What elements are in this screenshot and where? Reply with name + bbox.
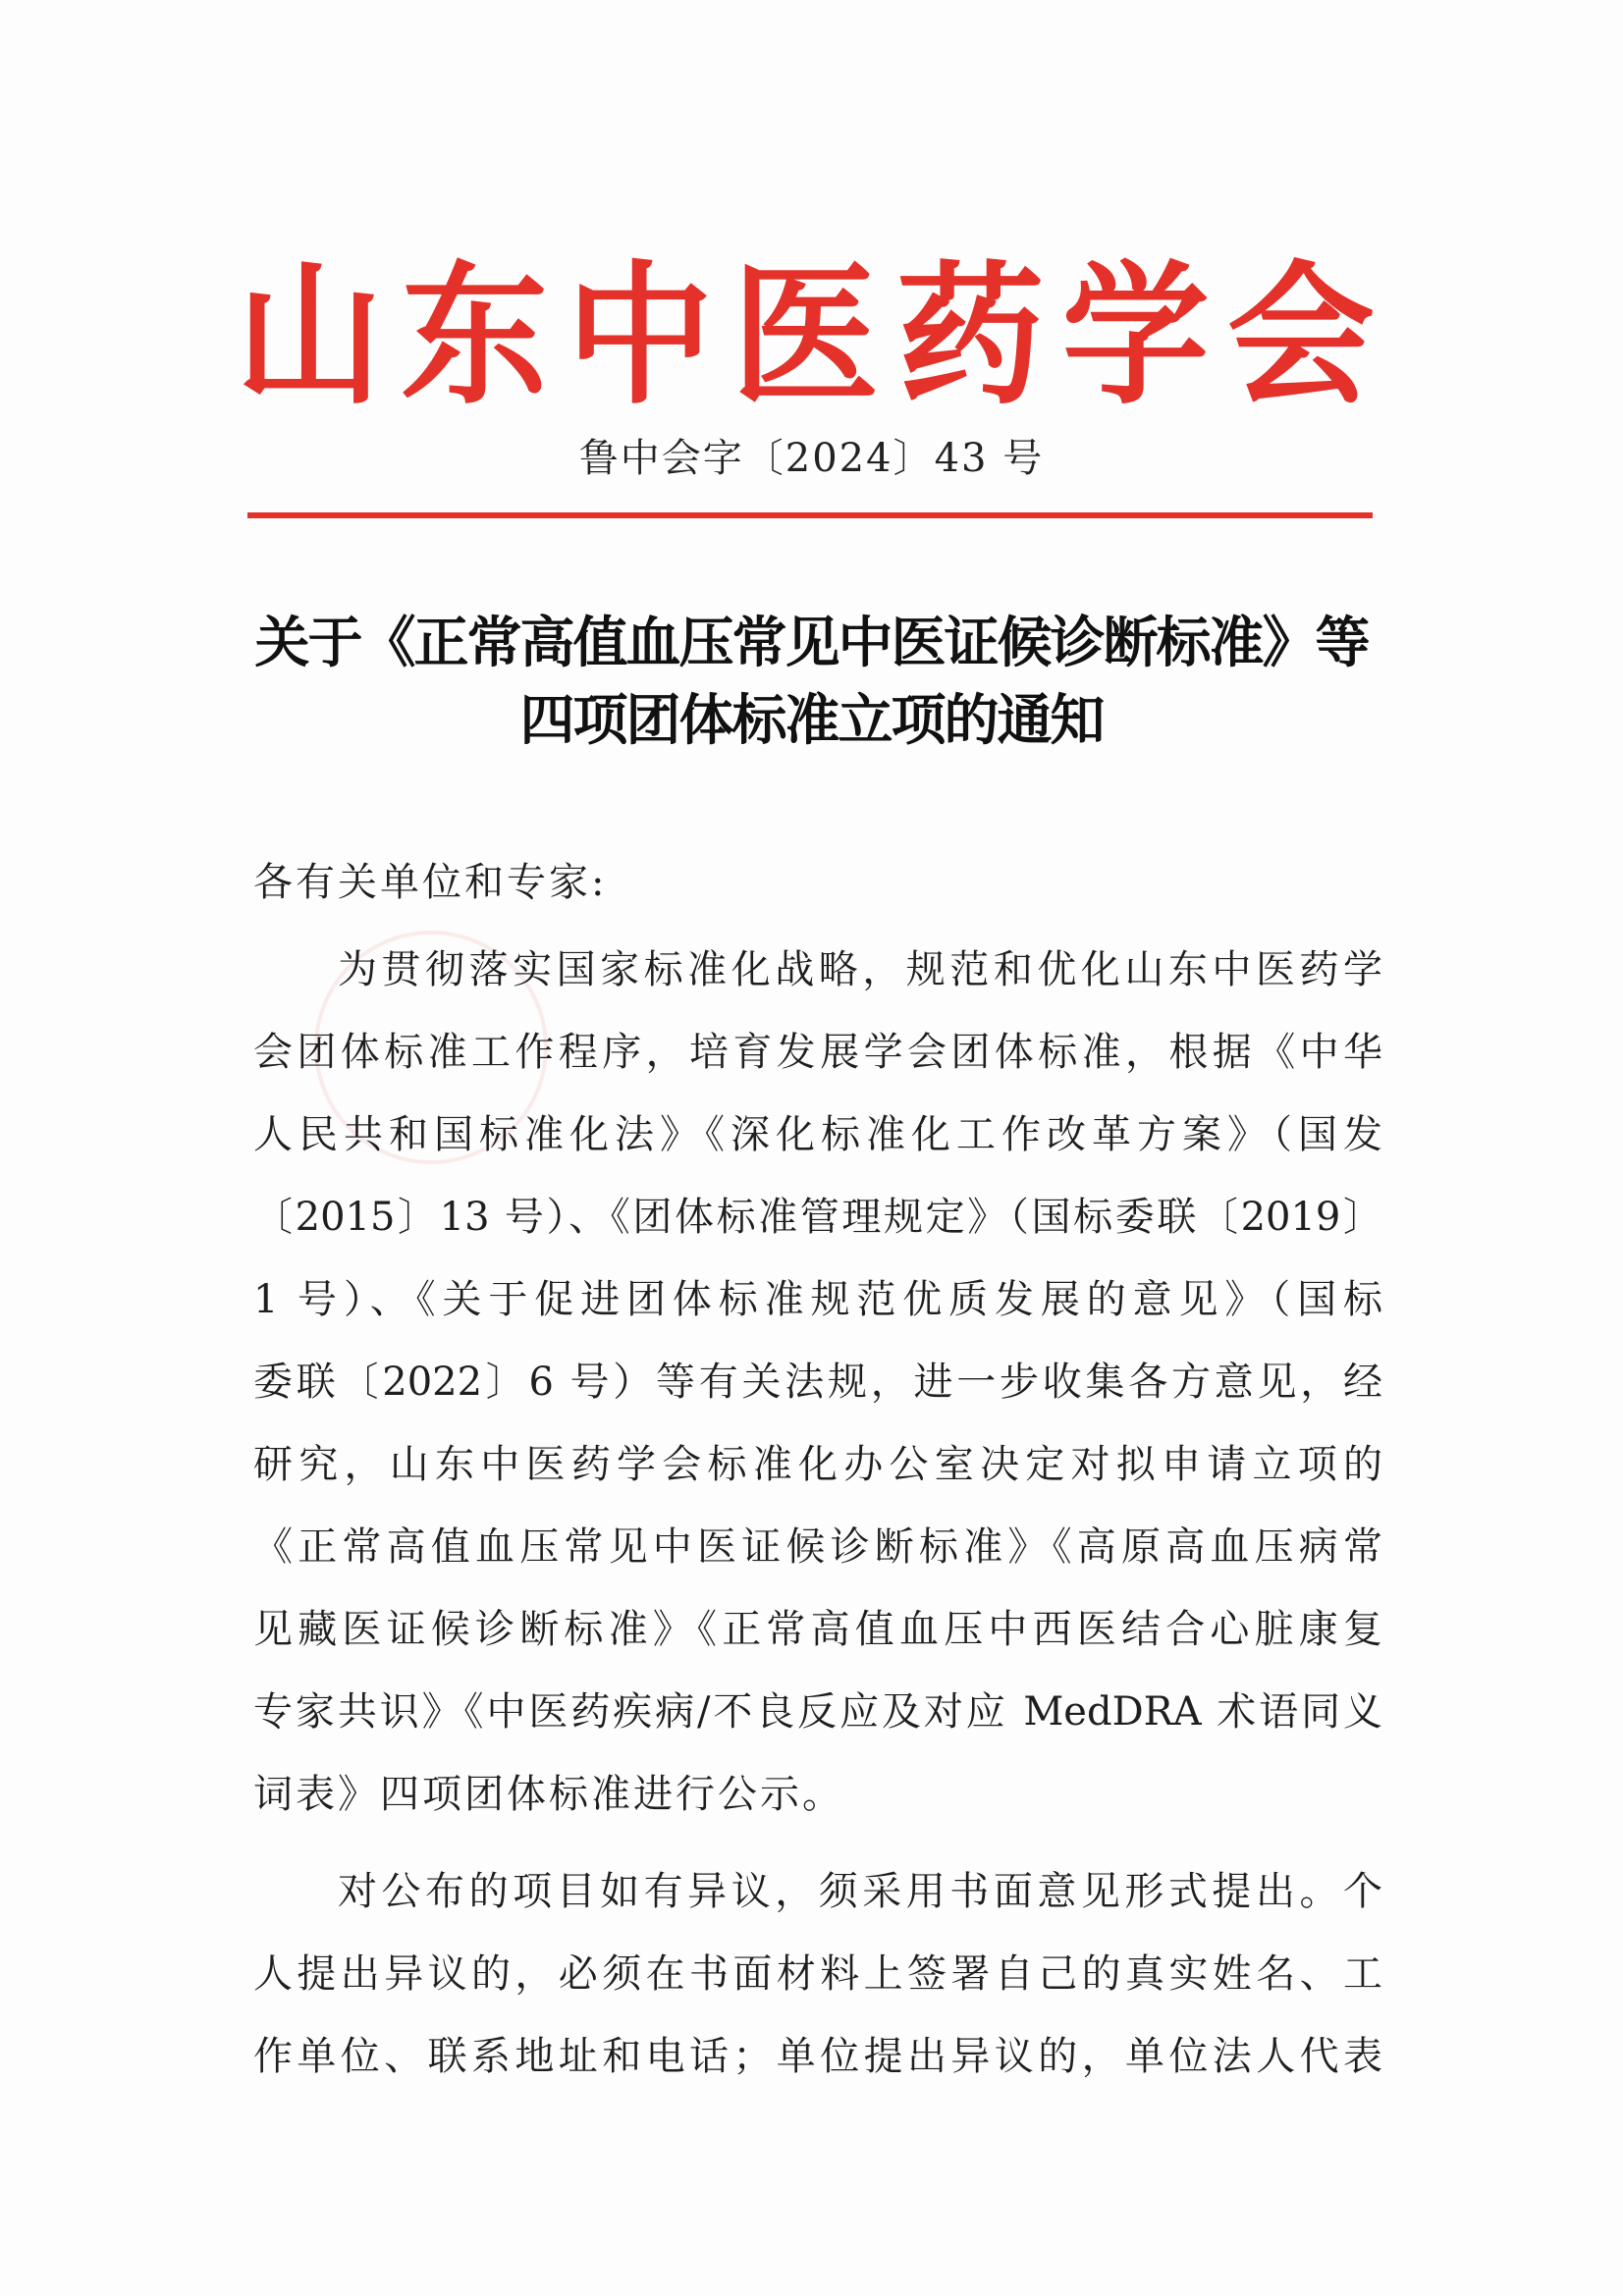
body-line: 对公布的项目如有异议，须采用书面意见形式提出。个 <box>338 1869 1382 1914</box>
body-line: 委联〔2022〕6 号）等有关法规，进一步收集各方意见，经 <box>253 1360 1382 1405</box>
salutation: 各有关单位和专家: <box>253 860 608 905</box>
notice-title-line-1: 关于《正常高值血压常见中医证候诊断标准》等 <box>254 612 1369 675</box>
body-line: 1 号）、《关于促进团体标准规范优质发展的意见》（国标 <box>253 1277 1382 1322</box>
masthead-title <box>236 245 1375 426</box>
body-line: 专家共识》《中医药疾病/不良反应及对应 MedDRA 术语同义 <box>253 1689 1382 1735</box>
body-line: 《正常高值血压常见中医证候诊断标准》《高原高血压病常 <box>253 1524 1382 1570</box>
body-line: 〔2015〕13 号）、《团体标准管理规定》（国标委联〔2019〕 <box>253 1195 1382 1240</box>
red-divider-rule <box>247 512 1373 518</box>
body-line: 研究，山东中医药学会标准化办公室决定对拟申请立项的 <box>253 1442 1382 1487</box>
body-line: 作单位、联系地址和电话；单位提出异议的，单位法人代表 <box>253 2034 1382 2079</box>
masthead-char: 会 <box>1226 245 1375 426</box>
notice-title-line-2: 四项团体标准立项的通知 <box>519 689 1104 753</box>
masthead-char: 中 <box>566 245 714 426</box>
masthead-char: 学 <box>1061 245 1210 426</box>
body-line: 见藏医证候诊断标准》《正常高值血压中西医结合心脏康复 <box>253 1607 1382 1652</box>
masthead-char: 药 <box>896 245 1045 426</box>
body-line: 人民共和国标准化法》《深化标准化工作改革方案》（国发 <box>253 1112 1382 1157</box>
body-line: 会团体标准工作程序，培育发展学会团体标准，根据《中华 <box>253 1030 1382 1075</box>
body-line: 人提出异议的，必须在书面材料上签署自己的真实姓名、工 <box>253 1951 1382 1997</box>
masthead-char: 东 <box>401 245 549 426</box>
body-line: 词表》四项团体标准进行公示。 <box>253 1772 844 1817</box>
masthead-char: 医 <box>730 245 879 426</box>
body-line: 为贯彻落实国家标准化战略，规范和优化山东中医药学 <box>338 947 1382 992</box>
document-number: 鲁中会字〔2024〕43 号 <box>578 436 1045 481</box>
masthead-char: 山 <box>236 245 384 426</box>
